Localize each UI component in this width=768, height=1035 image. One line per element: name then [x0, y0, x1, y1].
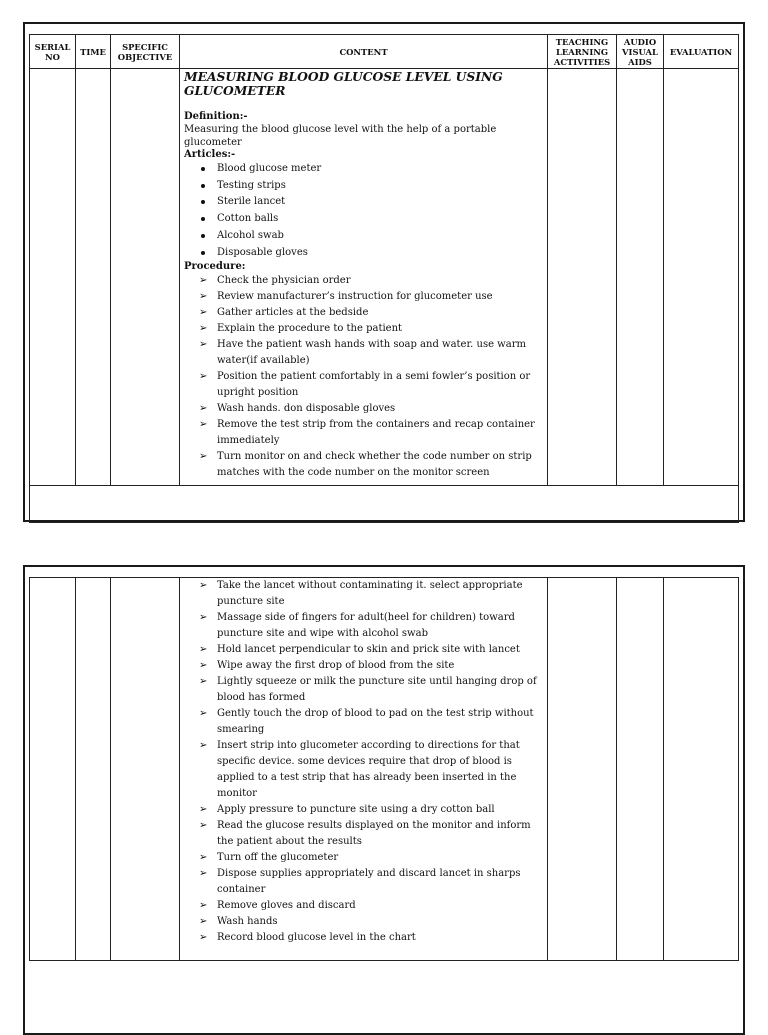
table-header-row — [30, 35, 739, 69]
procedure-step — [184, 321, 543, 337]
arrow-bullet-icon: ➢ — [199, 868, 208, 879]
procedure-step — [184, 610, 543, 642]
document-page-2 — [23, 565, 745, 1035]
procedure-label: Procedure: — [184, 261, 246, 273]
arrow-bullet-icon: ➢ — [199, 580, 208, 591]
procedure-step — [184, 898, 543, 914]
procedure-step — [184, 802, 543, 818]
bullet-icon — [201, 184, 205, 188]
list-item — [184, 211, 543, 228]
arrow-bullet-icon: ➢ — [199, 612, 208, 623]
procedure-step-text: Record blood glucose level in the chart — [217, 932, 416, 943]
list-item-text: Alcohol swab — [217, 229, 284, 241]
procedure-step-text: Wash hands. don disposable gloves — [217, 403, 396, 415]
arrow-bullet-icon: ➢ — [199, 916, 208, 927]
procedure-step — [184, 449, 543, 481]
arrow-bullet-icon: ➢ — [199, 820, 208, 831]
procedure-step-text: Position the patient comfortably in a semi fowler’s position or upright position — [217, 371, 531, 399]
procedure-step-text: Turn monitor on and check whether the code number on strip matches with the code number on the monitor screen — [217, 451, 532, 479]
list-item — [184, 245, 543, 262]
empty-cell — [30, 486, 739, 523]
arrow-bullet-icon: ➢ — [199, 660, 208, 671]
list-item-text: Testing strips — [217, 179, 286, 191]
list-item — [184, 194, 543, 211]
procedure-step-text: Check the physician order — [217, 275, 351, 287]
serial-no-cell — [30, 578, 76, 961]
arrow-bullet-icon: ➢ — [199, 307, 208, 319]
teaching-learning-activities-cell — [548, 578, 617, 961]
serial-no-cell — [30, 69, 76, 486]
bullet-icon — [201, 234, 205, 238]
content-cell — [180, 578, 548, 961]
list-item — [184, 228, 543, 245]
procedure-step — [184, 401, 543, 417]
arrow-bullet-icon: ➢ — [199, 852, 208, 863]
procedure-step — [184, 417, 543, 449]
procedure-step-text: Take the lancet without contaminating it. select appropriate puncture site — [217, 580, 523, 607]
procedure-title: MEASURING BLOOD GLUCOSE LEVEL USING GLUCOMETER — [184, 69, 503, 98]
definition-label: Definition:- — [184, 111, 248, 122]
table-row — [30, 69, 739, 486]
articles-list — [184, 161, 543, 261]
procedure-step — [184, 930, 543, 946]
procedure-step-text: Turn off the glucometer — [217, 852, 339, 863]
articles-label: Articles:- — [184, 149, 236, 160]
audio-visual-aids-cell — [617, 69, 664, 486]
arrow-bullet-icon: ➢ — [199, 900, 208, 911]
arrow-bullet-icon: ➢ — [199, 275, 208, 287]
specific-objective-cell — [111, 578, 180, 961]
procedure-steps-list-continued — [184, 578, 543, 946]
procedure-step — [184, 674, 543, 706]
evaluation-cell — [664, 578, 739, 961]
arrow-bullet-icon: ➢ — [199, 451, 208, 463]
specific-objective-cell — [111, 69, 180, 486]
arrow-bullet-icon: ➢ — [199, 676, 208, 687]
procedure-step — [184, 642, 543, 658]
audio-visual-aids-cell — [617, 578, 664, 961]
header-evaluation: EVALUATION — [664, 35, 739, 69]
bullet-icon — [201, 200, 205, 204]
document-page-1 — [23, 22, 745, 522]
table-row — [30, 578, 739, 961]
header-audio-visual-aids: AUDIO VISUAL AIDS — [617, 35, 664, 69]
procedure-step-text: Gather articles at the bedside — [217, 307, 369, 319]
header-teaching-learning-activities: TEACHING LEARNING ACTIVITIES — [548, 35, 617, 69]
procedure-step — [184, 818, 543, 850]
content-cell — [180, 69, 548, 486]
procedure-step — [184, 850, 543, 866]
arrow-bullet-icon: ➢ — [199, 323, 208, 335]
procedure-step-text: Have the patient wash hands with soap and water. use warm water(if available) — [217, 339, 526, 367]
procedure-steps-list — [184, 273, 543, 481]
procedure-step-text: Dispose supplies appropriately and discard lancet in sharps container — [217, 868, 521, 895]
procedure-step — [184, 369, 543, 401]
time-cell — [76, 69, 111, 486]
arrow-bullet-icon: ➢ — [199, 740, 208, 751]
procedure-step-text: Review manufacturer’s instruction for glucometer use — [217, 291, 493, 303]
header-specific-objective: SPECIFIC OBJECTIVE — [111, 35, 180, 69]
bullet-icon — [201, 167, 205, 171]
procedure-step — [184, 289, 543, 305]
arrow-bullet-icon: ➢ — [199, 291, 208, 303]
lesson-plan-table-page-1 — [29, 34, 739, 523]
bullet-icon — [201, 251, 205, 255]
header-serial-no: SERIAL NO — [30, 35, 76, 69]
header-content: CONTENT — [180, 35, 548, 69]
procedure-step-text: Massage side of fingers for adult(heel for children) toward puncture site and wipe with alcohol swab — [217, 612, 515, 639]
procedure-step — [184, 273, 543, 289]
procedure-step-text: Insert strip into glucometer according to directions for that specific device. some devices require that drop of blood is applied to a test strip that has already been inserted in the monitor — [217, 740, 520, 799]
arrow-bullet-icon: ➢ — [199, 932, 208, 943]
list-item-text: Blood glucose meter — [217, 163, 322, 174]
procedure-step-text: Apply pressure to puncture site using a dry cotton ball — [217, 804, 495, 815]
procedure-step — [184, 706, 543, 738]
procedure-step-text: Read the glucose results displayed on the monitor and inform the patient about the results — [217, 820, 531, 847]
header-time: TIME — [76, 35, 111, 69]
procedure-step — [184, 658, 543, 674]
evaluation-cell — [664, 69, 739, 486]
list-item — [184, 161, 543, 178]
procedure-step-text: Wash hands — [217, 916, 278, 927]
procedure-step-text: Remove gloves and discard — [217, 900, 356, 911]
list-item-text: Cotton balls — [217, 213, 279, 225]
procedure-step-text: Gently touch the drop of blood to pad on the test strip without smearing — [217, 708, 534, 735]
procedure-step — [184, 337, 543, 369]
procedure-step-text: Explain the procedure to the patient — [217, 323, 403, 335]
procedure-step — [184, 305, 543, 321]
procedure-step — [184, 866, 543, 898]
definition-text: Measuring the blood glucose level with the help of a portable glucometer — [184, 124, 497, 148]
arrow-bullet-icon: ➢ — [199, 371, 208, 383]
arrow-bullet-icon: ➢ — [199, 804, 208, 815]
list-item-text: Disposable gloves — [217, 246, 308, 258]
teaching-learning-activities-cell — [548, 69, 617, 486]
procedure-step-text: Remove the test strip from the containers and recap container immediately — [217, 419, 535, 447]
arrow-bullet-icon: ➢ — [199, 403, 208, 415]
procedure-step — [184, 738, 543, 802]
arrow-bullet-icon: ➢ — [199, 419, 208, 431]
arrow-bullet-icon: ➢ — [199, 644, 208, 655]
procedure-step — [184, 914, 543, 930]
procedure-step-text: Wipe away the first drop of blood from the site — [217, 660, 455, 671]
arrow-bullet-icon: ➢ — [199, 339, 208, 351]
procedure-step-text: Hold lancet perpendicular to skin and prick site with lancet — [217, 644, 520, 655]
arrow-bullet-icon: ➢ — [199, 708, 208, 719]
list-item — [184, 178, 543, 195]
table-row-empty — [30, 486, 739, 523]
list-item-text: Sterile lancet — [217, 196, 286, 208]
time-cell — [76, 578, 111, 961]
bullet-icon — [201, 217, 205, 221]
procedure-step — [184, 578, 543, 610]
procedure-step-text: Lightly squeeze or milk the puncture site until hanging drop of blood has formed — [217, 676, 537, 703]
lesson-plan-table-page-2 — [29, 577, 739, 961]
